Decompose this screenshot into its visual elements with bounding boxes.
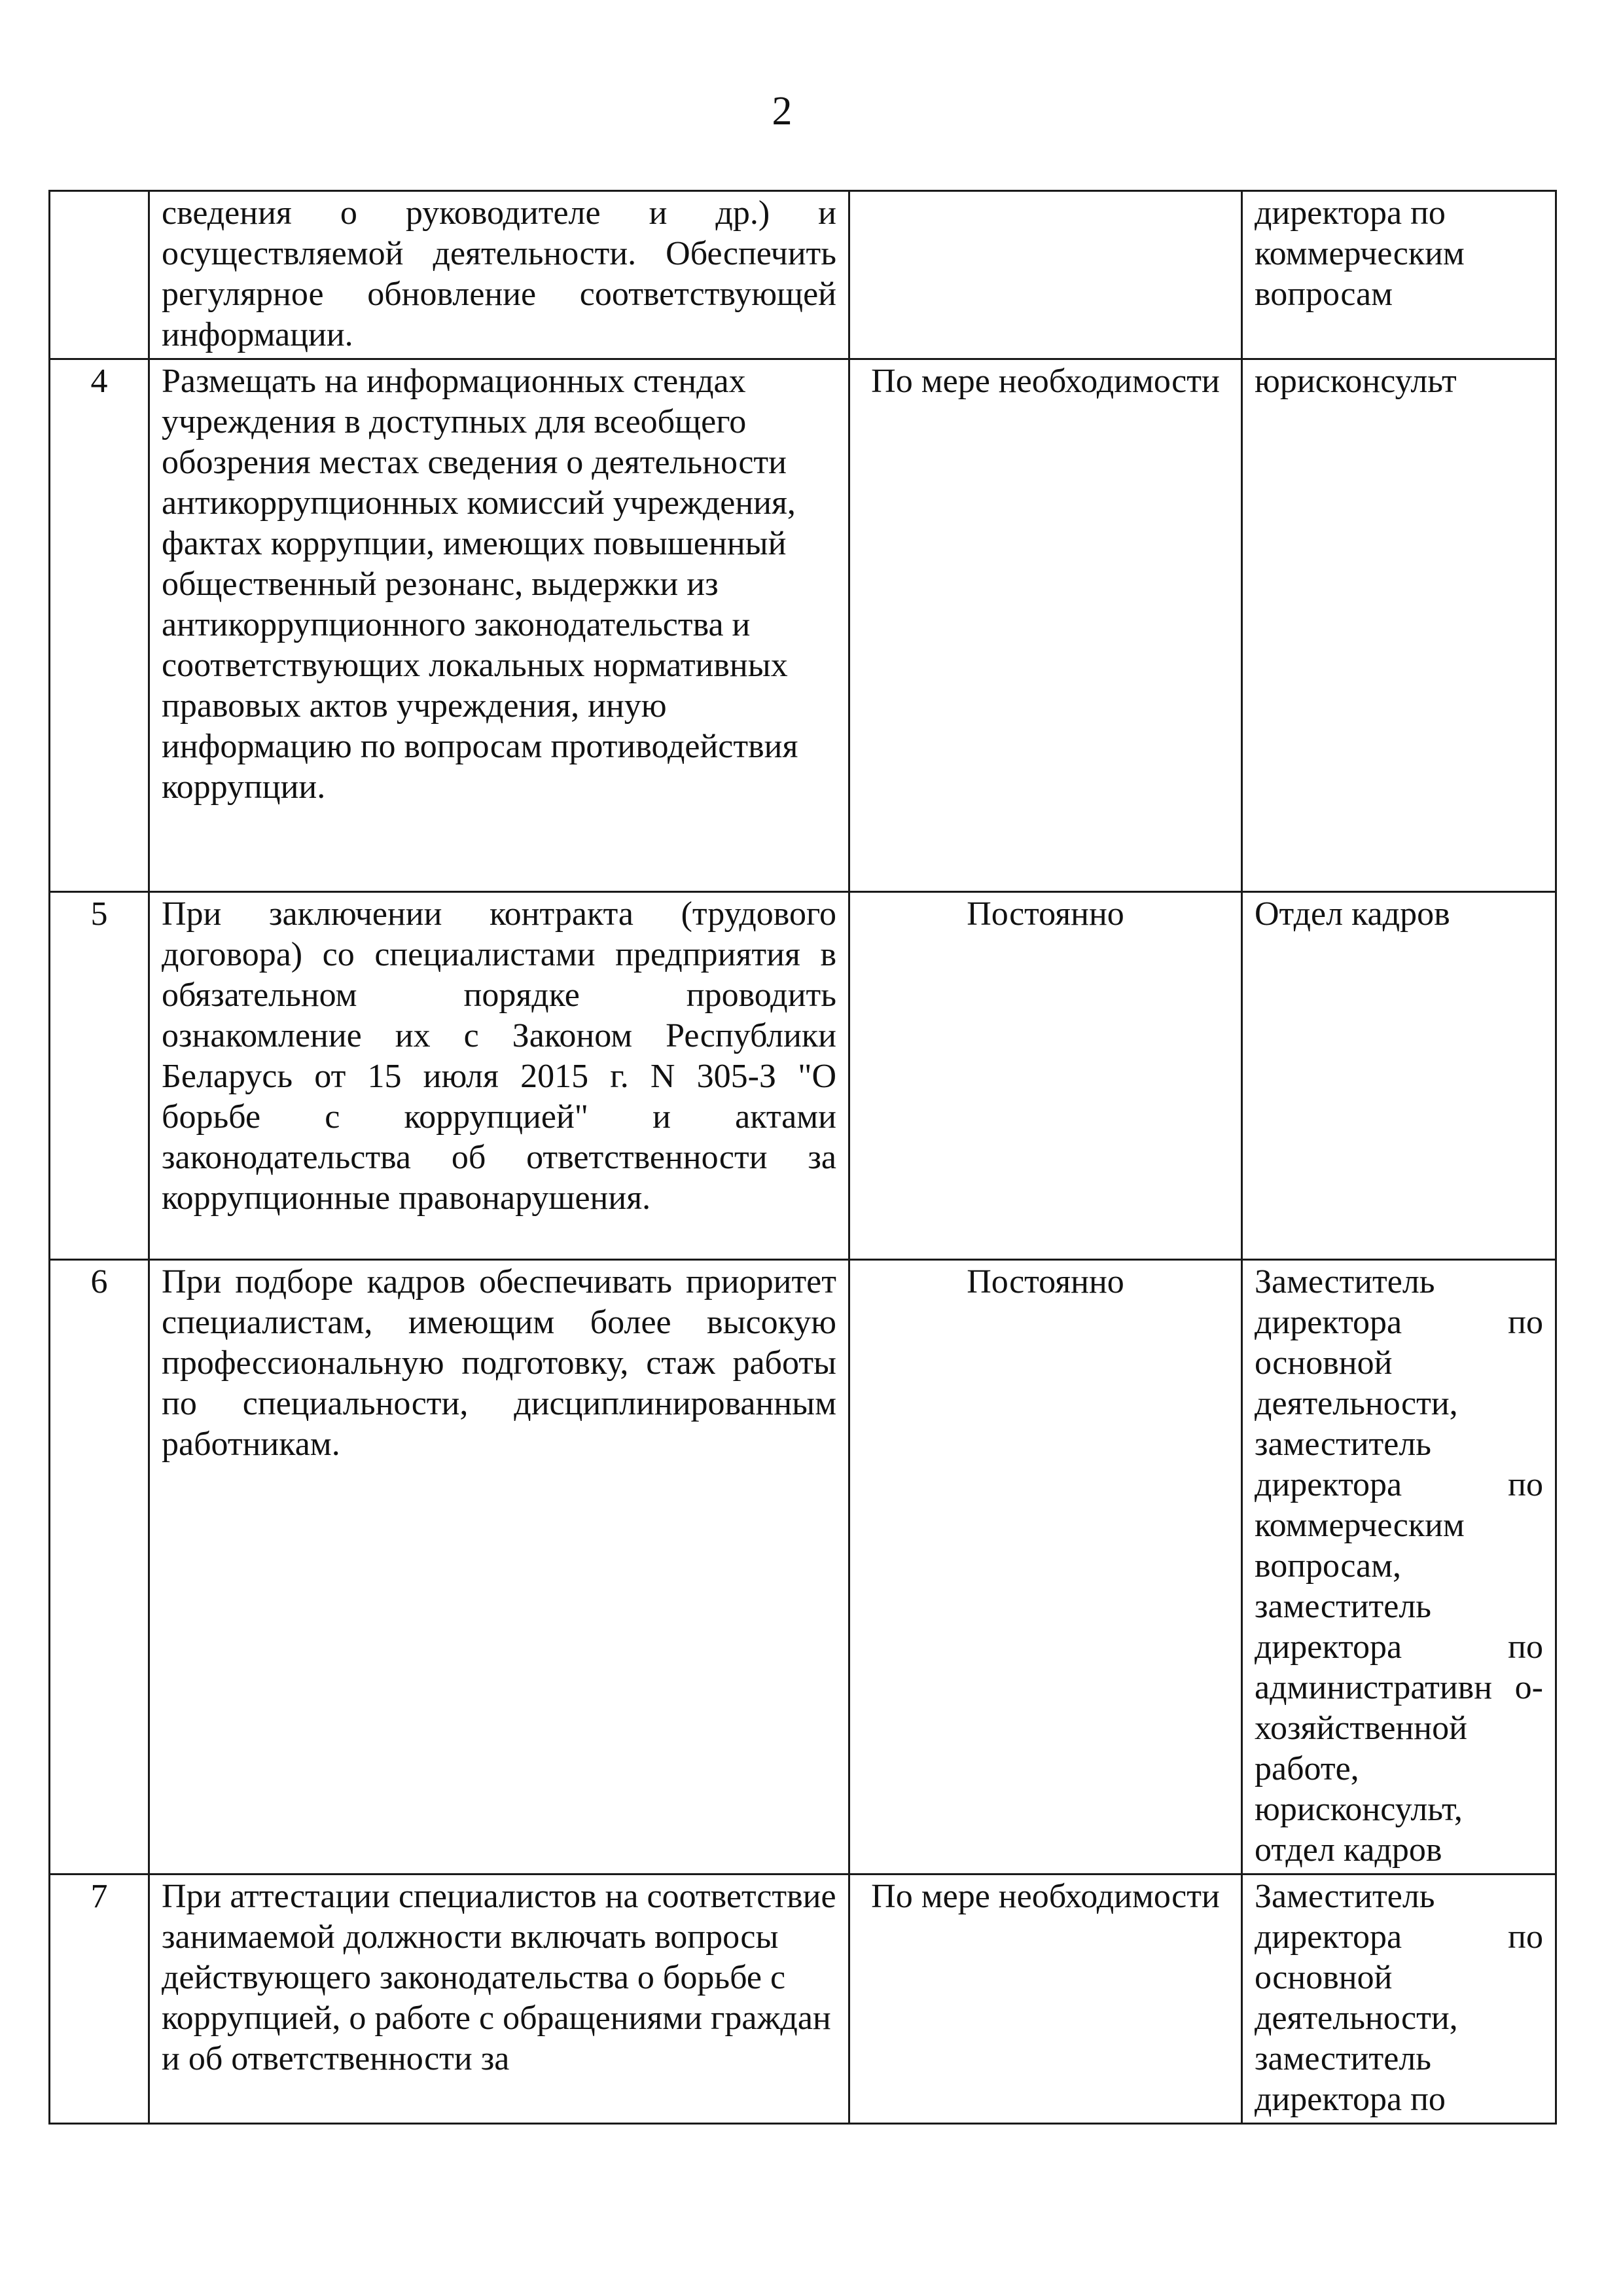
responsible-text: юрисконсульт [1242, 359, 1556, 892]
measure-text: При аттестации специалистов на соответствие занимаемой должности включать вопросы действующего законодательства о борьбе с коррупцией, о работе с обращениями граждан и об ответственности за [149, 1874, 849, 2124]
measures-table [48, 190, 1557, 2125]
table-row [50, 1874, 1556, 2124]
row-number: 6 [50, 1260, 149, 1874]
measure-text: При подборе кадров обеспечивать приоритет специалистам, имеющим более высокую профессиональную подготовку, стаж работы по специальности, дисциплинированным работникам. [149, 1260, 849, 1874]
measure-text: Размещать на информационных стендах учреждения в доступных для всеобщего обозрения местах сведения о деятельности антикоррупционных комиссий учреждения, фактах коррупции, имеющих повышенный общественный резонанс, выдержки из антикоррупционного законодательства и соответствующих локальных нормативных правовых актов учреждения, иную информацию по вопросам противодействия коррупции. [149, 359, 849, 892]
row-number: 5 [50, 892, 149, 1260]
table-row [50, 359, 1556, 892]
term-text [849, 191, 1242, 359]
page-number: 2 [772, 89, 793, 134]
row-number: 7 [50, 1874, 149, 2124]
row-number: 4 [50, 359, 149, 892]
responsible-text: директора по коммерческим вопросам [1242, 191, 1556, 359]
measure-text: При заключении контракта (трудового договора) со специалистами предприятия в обязательном порядке проводить ознакомление их с Законом Республики Беларусь от 15 июля 2015 г. N 305-З "О борьбе с коррупцией" и актами законодательства об ответственности за коррупционные правонарушения. [149, 892, 849, 1260]
term-text: Постоянно [849, 892, 1242, 1260]
term-text: По мере необходимости [849, 359, 1242, 892]
table-row [50, 892, 1556, 1260]
responsible-text: Отдел кадров [1242, 892, 1556, 1260]
responsible-text: Заместитель директора по основной деятельности, заместитель директора по [1242, 1874, 1556, 2124]
measure-text: сведения о руководителе и др.) и осуществляемой деятельности. Обеспечить регулярное обновление соответствующей информации. [149, 191, 849, 359]
table-row [50, 1260, 1556, 1874]
responsible-text: Заместитель директора по основной деятельности, заместитель директора по коммерческим вопросам, заместитель директора по административн о-хозяйственной работе, юрисконсульт, отдел кадров [1242, 1260, 1556, 1874]
term-text: По мере необходимости [849, 1874, 1242, 2124]
table-row [50, 191, 1556, 359]
term-text: Постоянно [849, 1260, 1242, 1874]
row-number [50, 191, 149, 359]
